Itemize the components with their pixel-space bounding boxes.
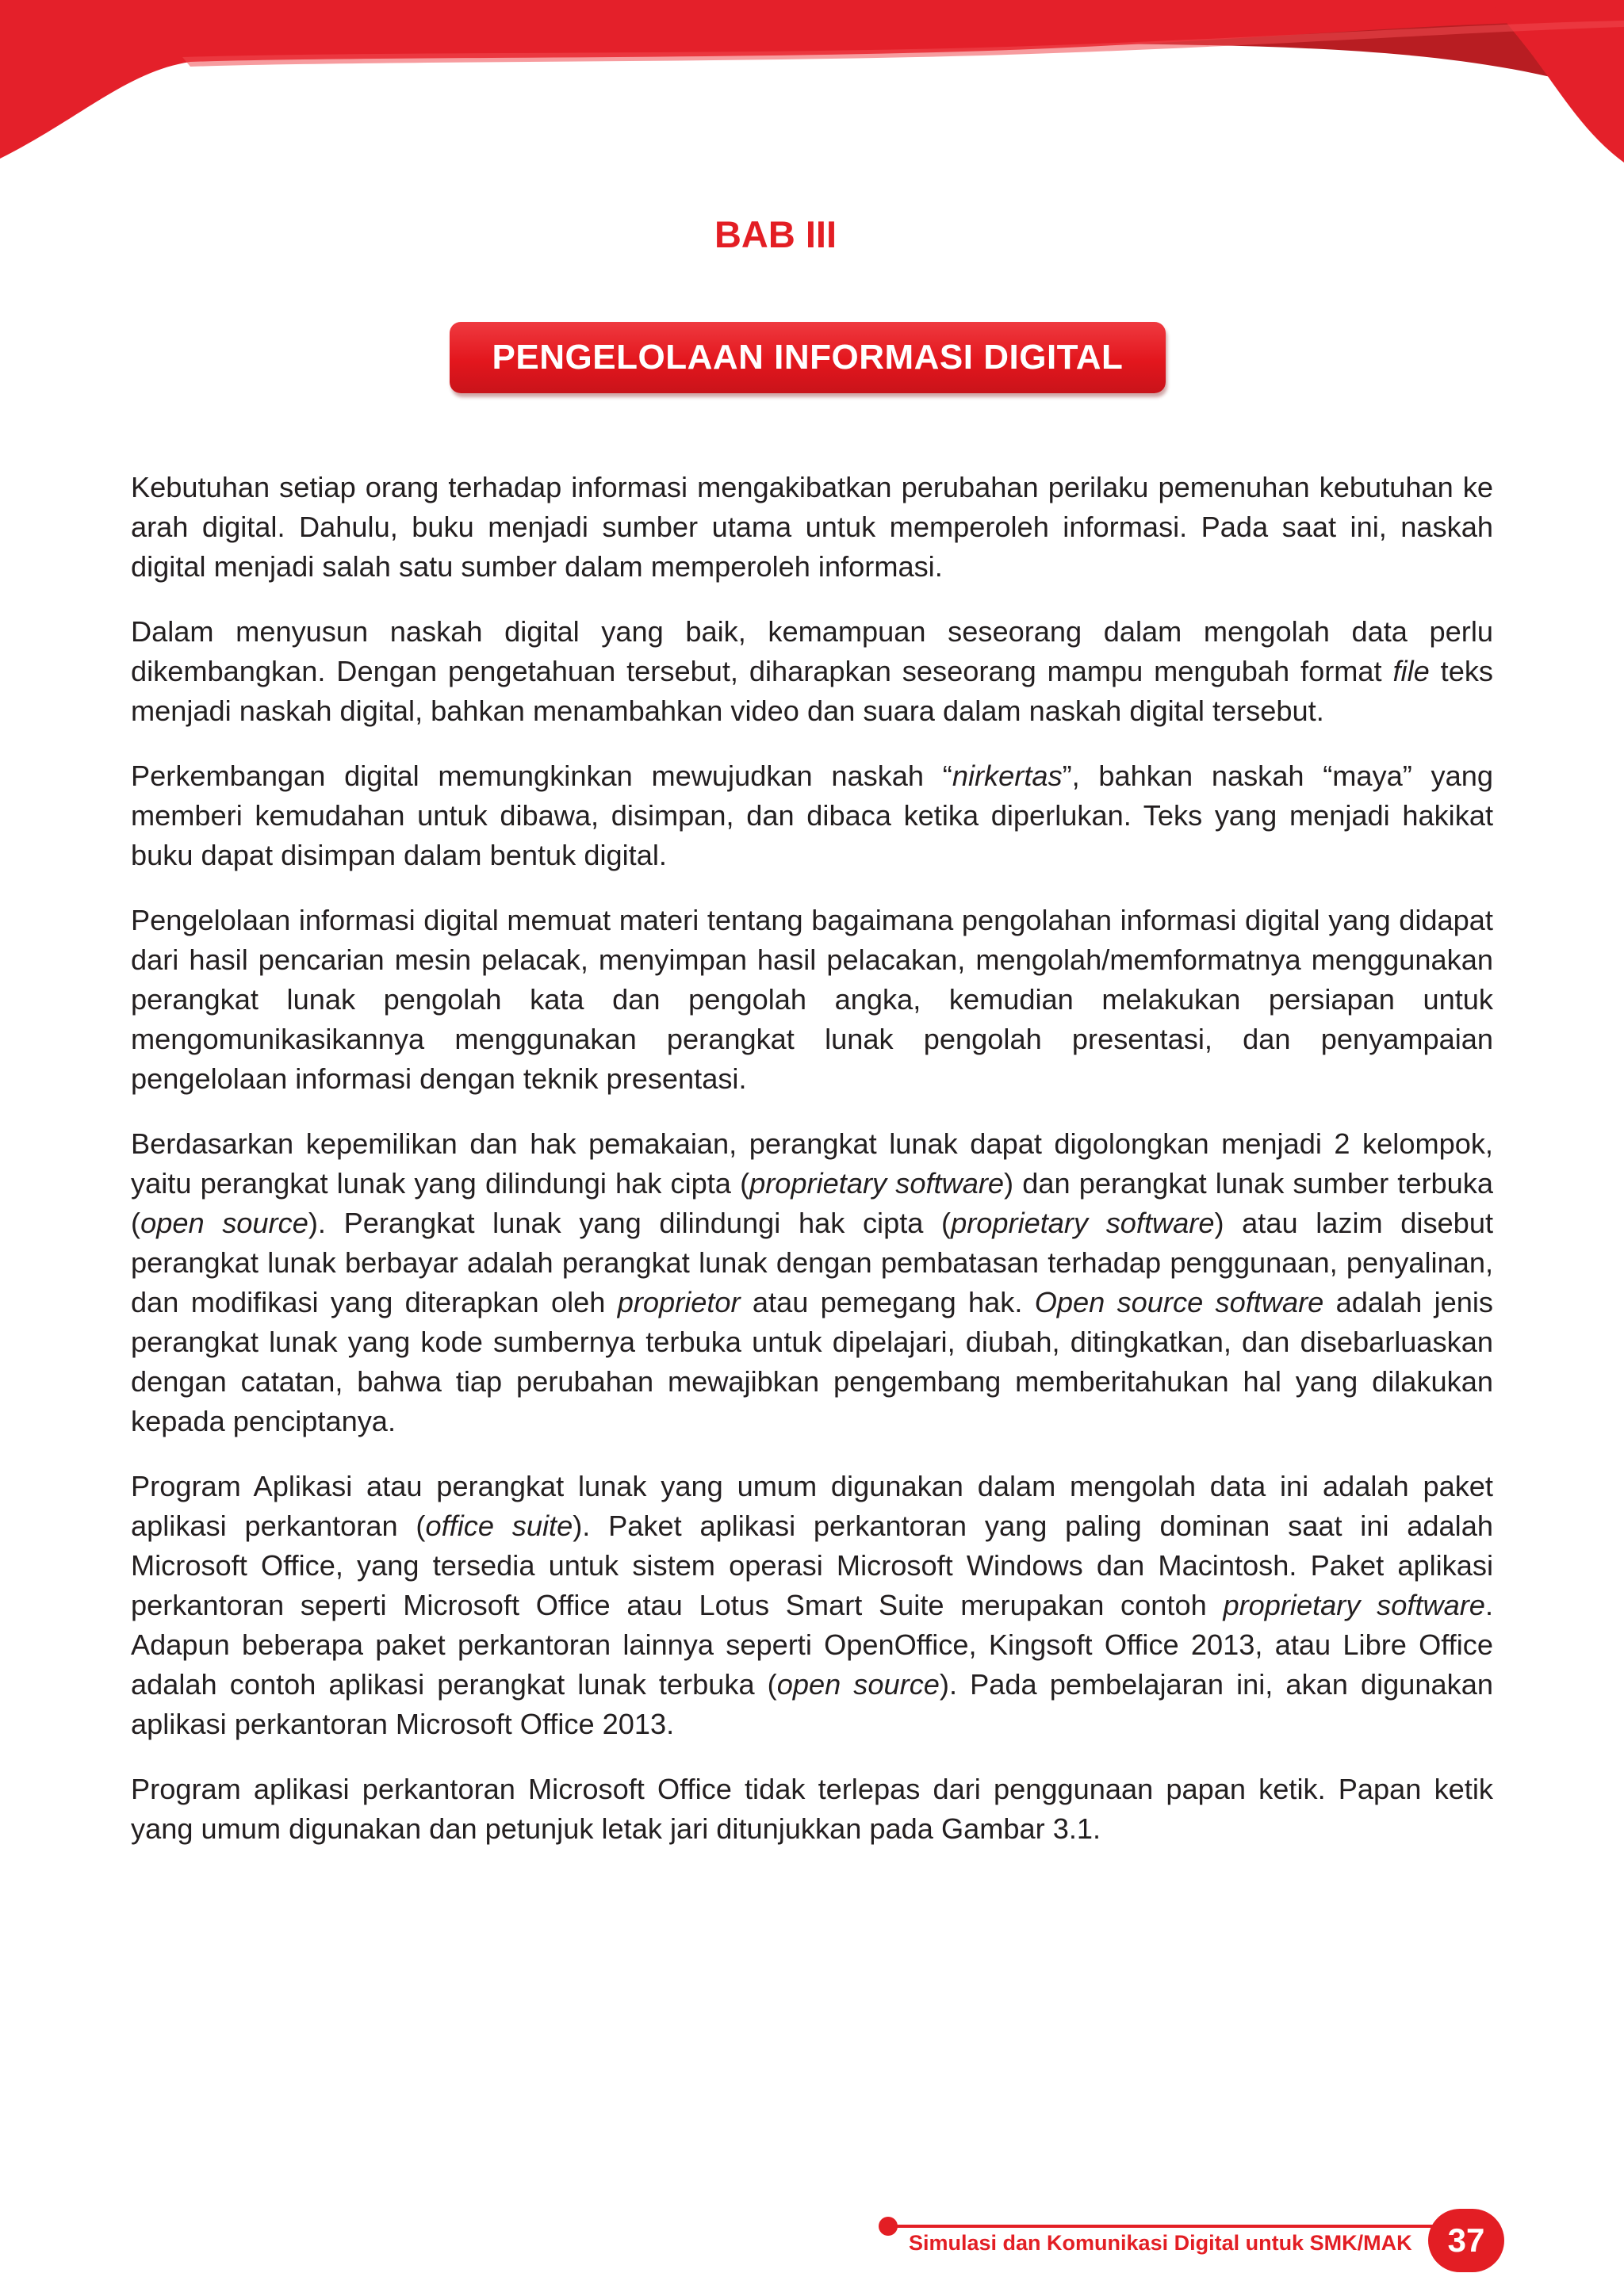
italic-term: open source: [140, 1207, 308, 1239]
text-run: ) atau lazim disebut perangkat lunak berbayar adalah perangkat lunak dengan pembatasan terhadap penggunaan, penyalinan, dan modifikasi yang diterapkan oleh: [131, 1207, 1493, 1318]
paragraph: [131, 756, 1493, 875]
paragraph: [131, 1770, 1493, 1849]
paragraph: [131, 1467, 1493, 1744]
page-number-badge: [1428, 2209, 1504, 2272]
italic-term: nirkertas: [952, 760, 1063, 792]
italic-term: Open source software: [1034, 1286, 1324, 1318]
body-text: [131, 468, 1493, 1874]
text-run: . Adapun beberapa paket perkantoran lainnya seperti OpenOffice, Kingsoft Office 2013, atau Libre Office adalah contoh aplikasi perangkat lunak terbuka (: [131, 1589, 1493, 1701]
text-run: adalah jenis perangkat lunak yang kode sumbernya terbuka untuk dipelajari, diubah, ditingkatkan, dan disebarluaskan dengan catatan, bahwa tiap perubahan mewajibkan pengembang memberitahukan hal yang dilakukan kepada penciptanya.: [131, 1286, 1494, 1437]
footer-bullet-dot: [879, 2217, 898, 2236]
italic-term: open source: [776, 1668, 940, 1701]
chapter-title: PENGELOLAAN INFORMASI DIGITAL: [492, 338, 1124, 377]
paragraph: [131, 901, 1493, 1099]
chapter-title-box: [450, 322, 1166, 393]
text-run: ) dan perangkat lunak sumber terbuka (: [131, 1167, 1493, 1239]
banner-swoosh: [0, 0, 1624, 159]
text-run: ). Perangkat lunak yang dilindungi hak cipta (: [308, 1207, 952, 1239]
text-run: Pengelolaan informasi digital memuat materi tentang bagaimana pengolahan informasi digital yang didapat dari hasil pencarian mesin pelacak, menyimpan hasil pelacakan, mengolah/memformatnya menggunakan perangkat lunak pengolah kata dan pengolah angka, kemudian melakukan persiapan untuk mengomunikasikannya menggunakan perangkat lunak pengolah presentasi, dan penyampaian pengelolaan informasi dengan teknik presentasi.: [131, 904, 1493, 1095]
text-run: Kebutuhan setiap orang terhadap informasi mengakibatkan perubahan perilaku pemenuhan kebutuhan ke arah digital. Dahulu, buku menjadi sumber utama untuk memperoleh informasi. Pada saat ini, naskah digital menjadi salah satu sumber dalam memperoleh informasi.: [131, 471, 1493, 583]
text-run: ). Pada pembelajaran ini, akan digunakan aplikasi perkantoran Microsoft Office 2013.: [131, 1668, 1493, 1740]
text-run: teks menjadi naskah digital, bahkan menambahkan video dan suara dalam naskah digital tersebut.: [131, 655, 1494, 727]
footer-book-title: Simulasi dan Komunikasi Digital untuk SMK/MAK: [909, 2231, 1412, 2255]
text-run: Dalam menyusun naskah digital yang baik, kemampuan seseorang dalam mengolah data perlu dikembangkan. Dengan pengetahuan tersebut, diharapkan seseorang mampu mengubah format: [131, 615, 1493, 687]
footer-rule: [890, 2225, 1445, 2228]
italic-term: proprietary software: [1223, 1589, 1485, 1621]
page-number: 37: [1447, 2221, 1485, 2259]
text-run: ”, bahkan naskah “maya” yang memberi kemudahan untuk dibawa, disimpan, dan dibaca ketika diperlukan. Teks yang menjadi hakikat buku dapat disimpan dalam bentuk digital.: [131, 760, 1494, 871]
italic-term: office suite: [425, 1510, 573, 1542]
chapter-label: BAB III: [714, 213, 837, 255]
text-run: Program Aplikasi atau perangkat lunak yang umum digunakan dalam mengolah data ini adalah paket aplikasi perkantoran (: [131, 1470, 1493, 1542]
page-footer: [879, 2209, 1513, 2272]
italic-term: file: [1392, 655, 1430, 687]
text-run: ). Paket aplikasi perkantoran yang paling dominan saat ini adalah Microsoft Office, yang tersedia untuk sistem operasi Microsoft Windows dan Macintosh. Paket aplikasi perkantoran seperti Microsoft Office atau Lotus Smart Suite merupakan contoh: [131, 1510, 1493, 1621]
paragraph: [131, 612, 1493, 731]
text-run: Program aplikasi perkantoran Microsoft Office tidak terlepas dari penggunaan papan ketik. Papan ketik yang umum digunakan dan petunjuk letak jari ditunjukkan pada Gambar 3.1.: [131, 1773, 1493, 1845]
top-banner-decoration: [0, 0, 1624, 174]
paragraph: [131, 468, 1493, 587]
text-run: Perkembangan digital memungkinkan mewujudkan naskah “: [131, 760, 952, 792]
italic-term: proprietor: [617, 1286, 741, 1318]
italic-term: proprietary software: [749, 1167, 1004, 1200]
text-run: Berdasarkan kepemilikan dan hak pemakaian, perangkat lunak dapat digolongkan menjadi 2 kelompok, yaitu perangkat lunak yang dilindungi hak cipta (: [131, 1127, 1493, 1200]
paragraph: [131, 1124, 1493, 1441]
italic-term: proprietary software: [951, 1207, 1215, 1239]
text-run: atau pemegang hak.: [740, 1286, 1035, 1318]
